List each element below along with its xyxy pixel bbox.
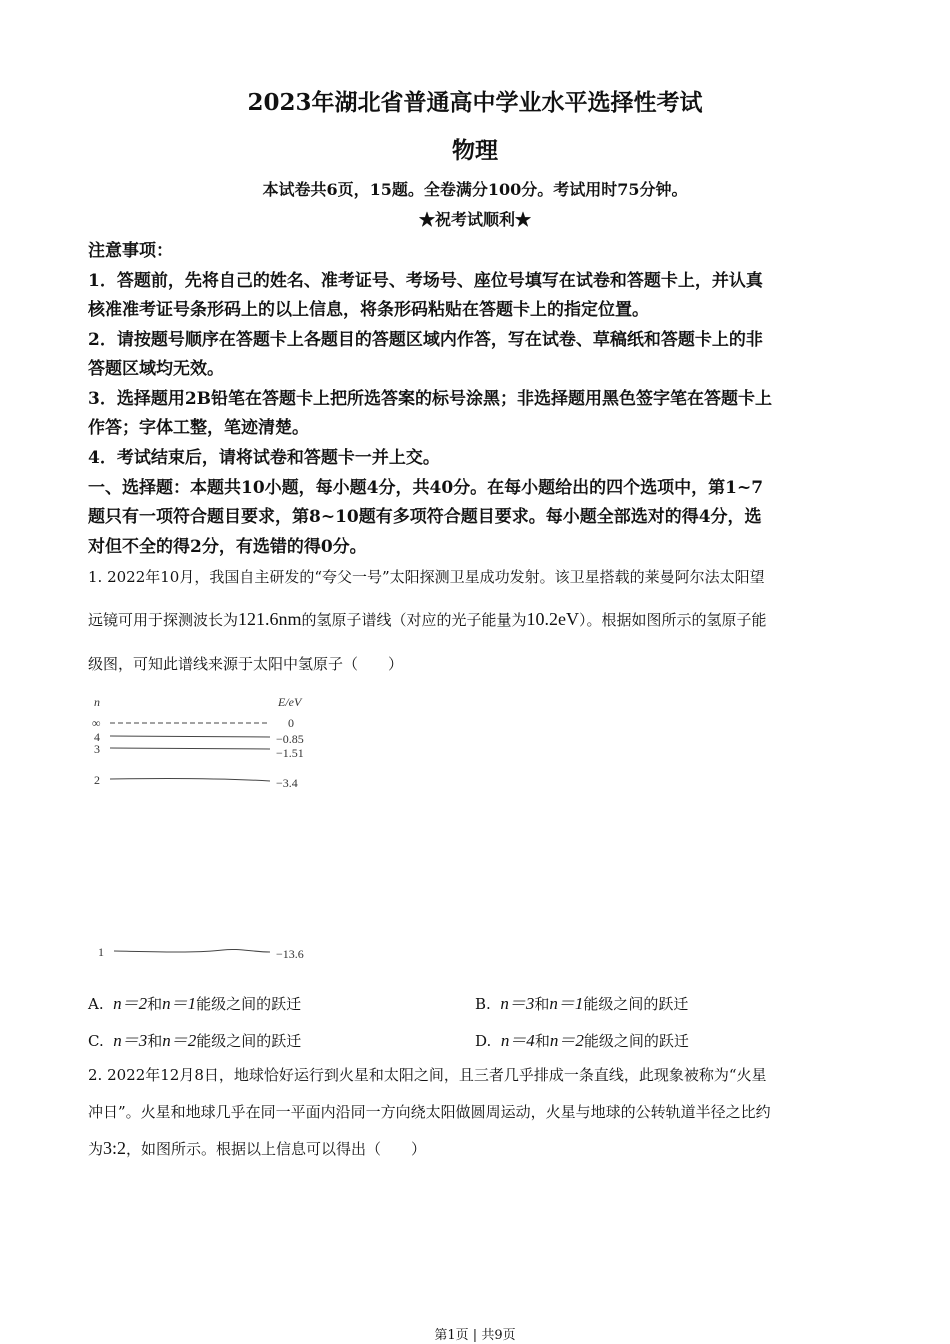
option-d[interactable]: D. n＝4和n＝2能级之间的跃迁 [475, 1031, 689, 1050]
level-n-label: 2 [94, 773, 100, 787]
good-luck-banner: ★祝考试顺利★ [418, 210, 531, 229]
level-line [114, 949, 270, 952]
question-2-text: 为3:2，如图所示。根据以上信息可以得出（ ） [88, 1138, 427, 1158]
question-2-text: 2. 2022年12月8日，地球恰好运行到火星和太阳之间，且三者几乎排成一条直线，此现象被称为“火星 [88, 1066, 767, 1084]
notice-line: 核准准考证号条形码上的以上信息，将条形码粘贴在答题卡上的指定位置。 [88, 300, 649, 320]
option-b[interactable]: B. n＝3和n＝1能级之间的跃迁 [475, 994, 689, 1013]
energy-level-diagram [88, 690, 338, 970]
section-instructions: 对但不全的得2分，有选错的得0分。 [88, 537, 367, 557]
question-2-text: 冲日”。火星和地球几乎在同一平面内沿同一方向绕太阳做圆周运动，火星与地球的公转轨道半径之比约 [88, 1103, 771, 1121]
level-energy-label: −0.85 [276, 732, 304, 746]
level-n-label: 1 [98, 945, 104, 959]
level-line [110, 778, 270, 781]
level-n-label: 3 [94, 742, 100, 756]
level-n-label: 4 [94, 730, 100, 744]
section-instructions: 一、选择题：本题共10小题，每小题4分，共40分。在每小题给出的四个选项中，第1~7 [88, 478, 764, 498]
notice-line: 3．选择题用2B铅笔在答题卡上把所选答案的标号涂黑；非选择题用黑色签字笔在答题卡上 [88, 389, 773, 409]
level-energy-label: −3.4 [276, 776, 298, 790]
notice-line: 作答；字体工整，笔迹清楚。 [88, 418, 309, 438]
section-instructions: 题只有一项符合题目要求，第8~10题有多项符合题目要求。每小题全部选对的得4分，选 [88, 507, 762, 527]
option-a[interactable]: A. n＝2和n＝1能级之间的跃迁 [88, 994, 302, 1013]
orbit-ratio: 3:2 [103, 1138, 127, 1158]
notice-line: 1．答题前，先将自己的姓名、准考证号、考场号、座位号填写在试卷和答题卡上，并认真 [88, 271, 763, 291]
wavelength-value: 121.6nm [238, 609, 302, 629]
exam-title: 2023年湖北省普通高中学业水平选择性考试 [247, 89, 703, 116]
notice-line: 答题区域均无效。 [88, 359, 224, 379]
option-c[interactable]: C. n＝3和n＝2能级之间的跃迁 [88, 1031, 302, 1050]
notice-line: 4．考试结束后，请将试卷和答题卡一并上交。 [88, 448, 440, 468]
energy-axis-label: E/eV [278, 695, 302, 709]
page-footer: 第1页 | 共9页 [434, 1328, 516, 1343]
level-line [110, 748, 270, 749]
question-1-text: 远镜可用于探测波长为121.6nm的氢原子谱线（对应的光子能量为10.2eV）。根据如图所示的氢原子能 [88, 609, 767, 629]
photon-energy-value: 10.2eV [526, 609, 580, 629]
notice-heading: 注意事项： [88, 241, 173, 261]
question-1-text: 级图，可知此谱线来源于太阳中氢原子（ ） [88, 655, 404, 673]
notice-line: 2．请按题号顺序在答题卡上各题目的答题区域内作答，写在试卷、草稿纸和答题卡上的非 [88, 330, 763, 350]
level-energy-label: 0 [288, 716, 294, 730]
level-energy-label: −13.6 [276, 947, 304, 961]
level-line [110, 736, 270, 737]
level-n-label: ∞ [92, 716, 101, 730]
n-axis-label: n [94, 695, 100, 709]
subject-title: 物理 [452, 137, 498, 164]
exam-info: 本试卷共6页，15题。全卷满分100分。考试用时75分钟。 [262, 180, 688, 199]
question-1-text: 1. 2022年10月，我国自主研发的“夸父一号”太阳探测卫星成功发射。该卫星搭载的莱曼阿尔法太阳望 [88, 568, 765, 586]
level-energy-label: −1.51 [276, 746, 304, 760]
